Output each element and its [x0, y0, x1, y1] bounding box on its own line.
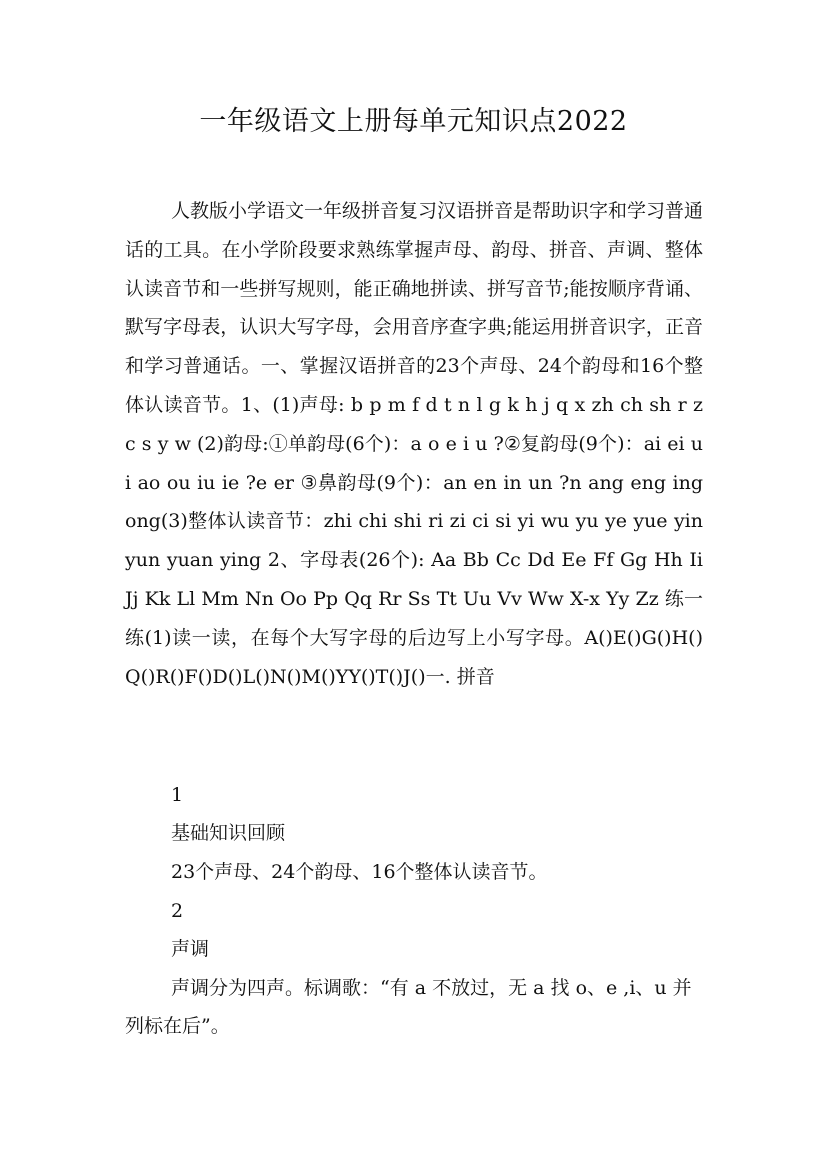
section-heading-basics: 基础知识回顾 [171, 822, 286, 844]
section-text-basics: 23个声母、24个韵母、16个整体认读音节。 [171, 861, 548, 883]
section-number-2: 2 [171, 900, 184, 922]
document-title: 一年级语文上册每单元知识点2022 [199, 106, 628, 137]
section-heading-tones: 声调 [171, 938, 210, 960]
section-number-1: 1 [171, 784, 184, 806]
intro-paragraph: 人教版小学语文一年级拼音复习汉语拼音是帮助识字和学习普通话的工具。在小学阶段要求熟练掌握声母、韵母、拼音、声调、整体认读音节和一些拼写规则，能正确地拼读、拼写音节;能按顺序背诵、默写字母表，认识大写字母，会用音序查字典;能运用拼音识字，正音和学习普通话。一、掌握汉语拼音的23个声母、24个韵母和16个整体认读音节。1、(1)声母: b p m f d t n l g k h j q x zh ch sh r z c s y w (2)韵母:①单韵母(6个)：a o e i u ?②复韵母(9个)：ai ei ui ao ou iu ie ?e er ③鼻韵母(9个)：an en in un ?n ang eng ing ong(3)整体认读音节：zhi chi shi ri zi ci si yi wu yu ye yue yin yun yuan ying 2、字母表(26个): Aa Bb Cc Dd Ee Ff Gg Hh Ii Jj Kk Ll Mm Nn Oo Pp Qq Rr Ss Tt Uu Vv Ww X-x Yy Zz 练一练(1)读一读，在每个大写字母的后边写上小写字母。A()E()G()H()Q()R()F()D()L()N()M()YY()T()J()一. 拼音 [125, 200, 704, 688]
section-text-tones: 声调分为四声。标调歌：“有 a 不放过，无 a 找 o、e ,i、u 并列标在后”。 [125, 977, 692, 1037]
